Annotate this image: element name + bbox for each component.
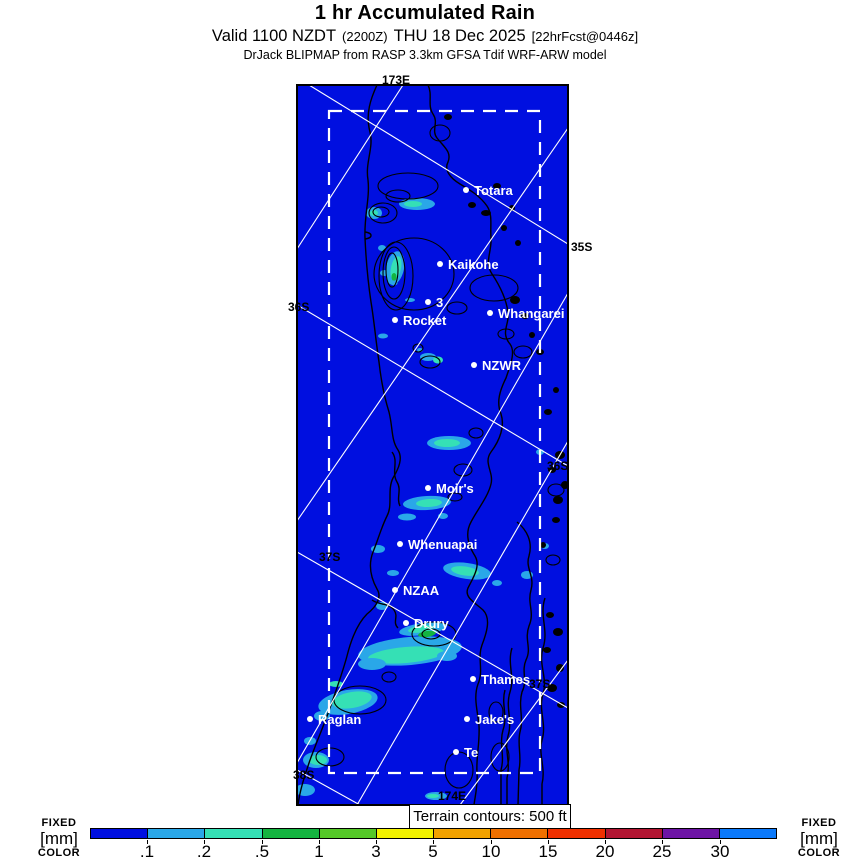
station-label: Whenuapai — [408, 537, 478, 552]
grid-label-36s-left: 36S — [288, 300, 310, 314]
colorbar-units-left — [30, 818, 88, 859]
station-label: Moir's — [436, 481, 474, 496]
colorbar-segment-3 — [205, 829, 262, 838]
colorbar-tick-label: 25 — [652, 842, 672, 860]
page-title: 1 hr Accumulated Rain — [314, 2, 536, 24]
color-label: COLOR — [797, 847, 841, 859]
colorbar-segment-9 — [548, 829, 605, 838]
colorbar-segment-4 — [263, 829, 320, 838]
station-label: 3 — [436, 295, 444, 310]
station-label: NZWR — [482, 358, 521, 373]
station-label: Whangarei — [498, 306, 565, 321]
colorbar-tick-label: .2 — [196, 842, 212, 860]
model-line: DrJack BLIPMAP from RASP 3.3km GFSA Tdif WRF-ARW model — [243, 47, 607, 62]
colorbar-tick-label: 10 — [481, 842, 501, 860]
colorbar-tick-label: .5 — [254, 842, 270, 860]
colorbar-segment-2 — [148, 829, 205, 838]
terrain-note-box — [409, 804, 571, 829]
colorbar-segment-6 — [377, 829, 434, 838]
station-dot — [392, 587, 398, 593]
station-label: Rocket — [403, 313, 447, 328]
grid-label-36s-right: 36S — [547, 459, 569, 473]
colorbar-segment-11 — [663, 829, 720, 838]
grid-label-37s-right: 37S — [529, 677, 551, 691]
grid-label-38s: 38S — [293, 768, 315, 782]
fixed-label: FIXED — [41, 817, 77, 829]
colorbar-tick-label: 15 — [538, 842, 558, 860]
station-label: Jake's — [475, 712, 515, 727]
colorbar — [90, 828, 777, 839]
station-dot — [487, 310, 493, 316]
station-dot — [453, 749, 459, 755]
colorbar-tick-label: 5 — [428, 842, 438, 860]
station-label: Kaikohe — [448, 257, 499, 272]
grid-label-173e: 173E — [381, 73, 411, 87]
station-label: NZAA — [403, 583, 440, 598]
valid-date: THU 18 Dec 2025 — [393, 27, 526, 45]
units-label: [mm] — [40, 829, 78, 848]
grid-label-37s-left: 37S — [319, 550, 341, 564]
station-label: Thames — [481, 672, 531, 687]
grid-label-174e: 174E — [437, 789, 467, 803]
station-dot — [397, 541, 403, 547]
station-dot — [425, 299, 431, 305]
fixed-label: FIXED — [801, 817, 837, 829]
station-label: Raglan — [318, 712, 362, 727]
colorbar-segment-5 — [320, 829, 377, 838]
terrain-note-label: Terrain contours: 500 ft — [413, 808, 567, 825]
colorbar-tick-label: .1 — [139, 842, 155, 860]
station-dot — [470, 676, 476, 682]
station-dot — [463, 187, 469, 193]
station-dot — [471, 362, 477, 368]
station-dot — [425, 485, 431, 491]
station-dot — [307, 716, 313, 722]
colorbar-tick-label: 1 — [314, 842, 324, 860]
valid-prefix: Valid 1100 NZDT — [211, 27, 337, 45]
colorbar-tick-label: 3 — [371, 842, 381, 860]
colorbar-segment-12 — [720, 829, 776, 838]
station-label: Drury — [414, 616, 449, 631]
forecast-tag: [22hrFcst@0446z] — [531, 29, 639, 44]
colorbar-segment-7 — [434, 829, 491, 838]
station-dot — [464, 716, 470, 722]
station-label: Te — [464, 745, 479, 760]
colorbar-tick-label: 20 — [595, 842, 615, 860]
colorbar-segment-10 — [606, 829, 663, 838]
station-dot — [403, 620, 409, 626]
station-label: Totara — [474, 183, 513, 198]
station-dot — [392, 317, 398, 323]
valid-zulu: (2200Z) — [342, 29, 388, 44]
units-label: [mm] — [800, 829, 838, 848]
grid-label-35s: 35S — [571, 240, 593, 254]
colorbar-segment-1 — [91, 829, 148, 838]
colorbar-units-right — [790, 818, 848, 859]
colorbar-segment-8 — [491, 829, 548, 838]
color-label: COLOR — [37, 847, 81, 859]
station-dot — [437, 261, 443, 267]
colorbar-tick-label: 30 — [710, 842, 730, 860]
